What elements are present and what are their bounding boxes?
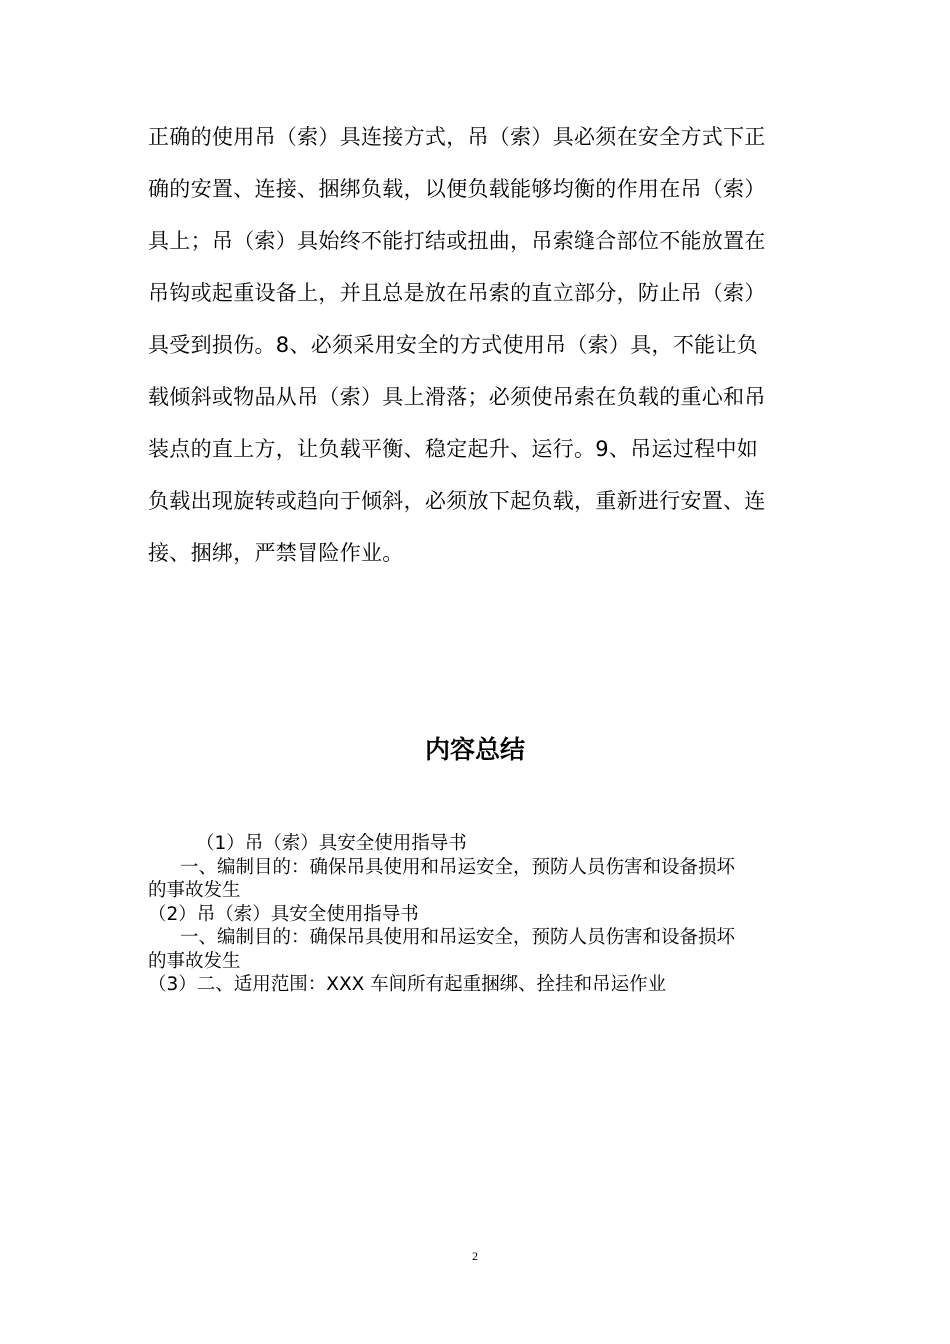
body-line: 正确的使用吊（索）具连接方式，吊（索）具必须在安全方式下正 (148, 125, 766, 149)
body-line: 装点的直上方，让负载平衡、稳定起升、运行。9、吊运过程中如 (148, 437, 759, 461)
body-line: 确的安置、连接、捆绑负载，以便负载能够均衡的作用在吊（索） (148, 177, 766, 201)
summary-item-2-text-continued: 的事故发生 (148, 950, 241, 972)
body-line: 具受到损伤。8、必须采用安全的方式使用吊（索）具，不能让负 (148, 333, 759, 357)
summary-item-1-text-continued: 的事故发生 (148, 880, 241, 901)
page-number: 2 (472, 1249, 478, 1263)
summary-item-1-title: （1）吊（索）具安全使用指导书 (196, 833, 467, 854)
body-line: 接、捆绑，严禁冒险作业。 (148, 541, 404, 565)
body-line: 载倾斜或物品从吊（索）具上滑落；必须使吊索在负载的重心和吊 (148, 385, 766, 409)
summary-item-2-text: 一、编制目的：确保吊具使用和吊运安全，预防人员伤害和设备损坏 (180, 927, 736, 948)
summary-item-3: （3）二、适用范围：XXX 车间所有起重捆绑、拴挂和吊运作业 (148, 974, 667, 995)
summary-item-1-text: 一、编制目的：确保吊具使用和吊运安全，预防人员伤害和设备损坏 (180, 856, 736, 878)
summary-list (148, 832, 808, 997)
body-line: 具上；吊（索）具始终不能打结或扭曲，吊索缝合部位不能放置在 (148, 229, 766, 253)
body-line: 吊钩或起重设备上，并且总是放在吊索的直立部分，防止吊（索） (148, 281, 766, 305)
summary-item-2-title: （2）吊（索）具安全使用指导书 (148, 903, 419, 925)
summary-title: 内容总结 (424, 735, 525, 764)
body-paragraph (148, 114, 802, 582)
body-line: 负载出现旋转或趋向于倾斜，必须放下起负载，重新进行安置、连 (148, 489, 766, 513)
